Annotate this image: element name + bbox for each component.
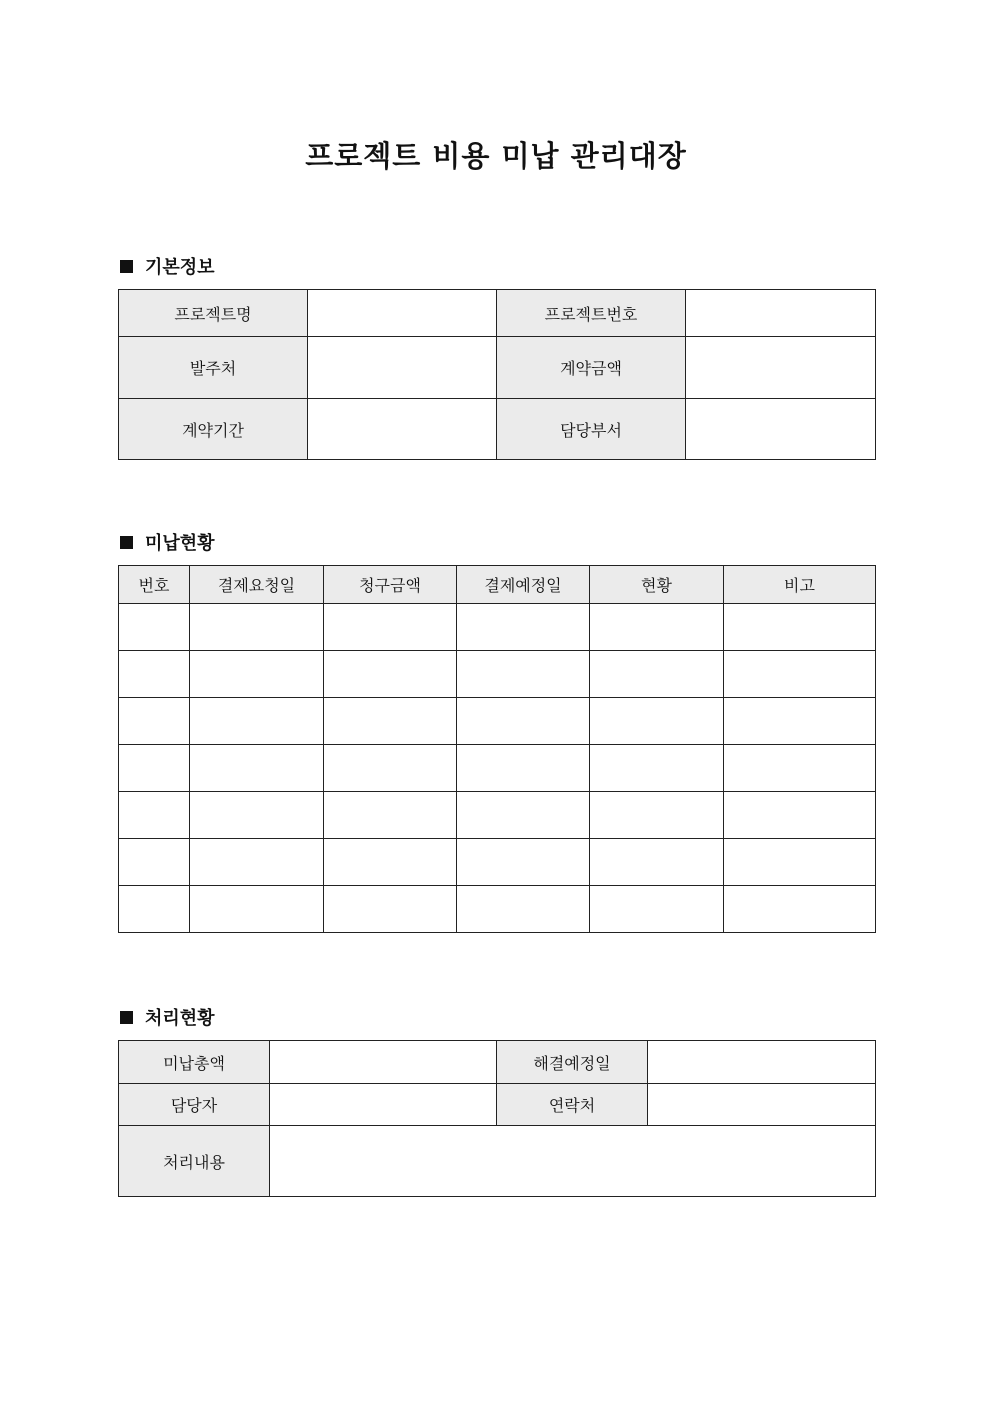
unpaid-status-body <box>119 604 876 933</box>
number-cell[interactable] <box>119 604 190 651</box>
table-row <box>119 651 876 698</box>
expected-payment-date-cell[interactable] <box>457 698 590 745</box>
expected-payment-date-cell[interactable] <box>457 745 590 792</box>
table-row <box>119 290 876 337</box>
payment-request-date-cell[interactable] <box>190 839 324 886</box>
square-bullet-icon <box>120 536 133 549</box>
column-header-number: 번호 <box>119 566 190 604</box>
payment-request-date-cell[interactable] <box>190 886 324 933</box>
square-bullet-icon <box>120 1011 133 1024</box>
total-unpaid-label: 미납총액 <box>119 1041 270 1084</box>
number-cell[interactable] <box>119 745 190 792</box>
contract-period-field[interactable] <box>308 399 497 460</box>
status-cell[interactable] <box>590 651 724 698</box>
project-name-field[interactable] <box>308 290 497 337</box>
expected-payment-date-cell[interactable] <box>457 792 590 839</box>
processing-table <box>118 1040 876 1197</box>
payment-request-date-cell[interactable] <box>190 651 324 698</box>
department-label: 담당부서 <box>497 399 686 460</box>
section-heading-label: 기본정보 <box>145 257 215 278</box>
column-header-status: 현황 <box>590 566 724 604</box>
remarks-cell[interactable] <box>724 698 876 745</box>
table-row <box>119 792 876 839</box>
project-number-label: 프로젝트번호 <box>497 290 686 337</box>
status-cell[interactable] <box>590 698 724 745</box>
number-cell[interactable] <box>119 792 190 839</box>
resolution-date-field[interactable] <box>648 1041 876 1084</box>
manager-label: 담당자 <box>119 1084 270 1126</box>
details-label: 처리내용 <box>119 1126 270 1197</box>
basic-info-table <box>118 289 876 460</box>
remarks-cell[interactable] <box>724 604 876 651</box>
document-title: 프로젝트 비용 미납 관리대장 <box>305 139 687 173</box>
section-heading-label: 처리현황 <box>145 1008 215 1029</box>
billed-amount-cell[interactable] <box>324 651 457 698</box>
payment-request-date-cell[interactable] <box>190 698 324 745</box>
table-header-row <box>119 566 876 604</box>
table-row <box>119 337 876 399</box>
remarks-cell[interactable] <box>724 745 876 792</box>
status-cell[interactable] <box>590 792 724 839</box>
contract-amount-label: 계약금액 <box>497 337 686 399</box>
number-cell[interactable] <box>119 651 190 698</box>
square-bullet-icon <box>120 260 133 273</box>
remarks-cell[interactable] <box>724 839 876 886</box>
payment-request-date-cell[interactable] <box>190 792 324 839</box>
table-row <box>119 1126 876 1197</box>
status-cell[interactable] <box>590 839 724 886</box>
billed-amount-cell[interactable] <box>324 698 457 745</box>
project-number-field[interactable] <box>686 290 876 337</box>
resolution-date-label: 해결예정일 <box>497 1041 648 1084</box>
unpaid-status-table <box>118 565 876 933</box>
section-heading-label: 미납현황 <box>145 533 215 554</box>
expected-payment-date-cell[interactable] <box>457 886 590 933</box>
section-heading-processing <box>120 1004 215 1030</box>
table-row <box>119 745 876 792</box>
contact-label: 연락처 <box>497 1084 648 1126</box>
table-row <box>119 839 876 886</box>
table-row <box>119 604 876 651</box>
project-name-label: 프로젝트명 <box>119 290 308 337</box>
client-label: 발주처 <box>119 337 308 399</box>
contract-amount-field[interactable] <box>686 337 876 399</box>
details-field[interactable] <box>270 1126 876 1197</box>
section-heading-basic-info <box>120 253 215 279</box>
billed-amount-cell[interactable] <box>324 745 457 792</box>
remarks-cell[interactable] <box>724 651 876 698</box>
payment-request-date-cell[interactable] <box>190 745 324 792</box>
column-header-billed-amount: 청구금액 <box>324 566 457 604</box>
expected-payment-date-cell[interactable] <box>457 651 590 698</box>
column-header-expected-payment-date: 결제예정일 <box>457 566 590 604</box>
department-field[interactable] <box>686 399 876 460</box>
column-header-remarks: 비고 <box>724 566 876 604</box>
table-row <box>119 886 876 933</box>
billed-amount-cell[interactable] <box>324 792 457 839</box>
table-row <box>119 1041 876 1084</box>
table-row <box>119 698 876 745</box>
client-field[interactable] <box>308 337 497 399</box>
table-row <box>119 1084 876 1126</box>
billed-amount-cell[interactable] <box>324 839 457 886</box>
expected-payment-date-cell[interactable] <box>457 839 590 886</box>
section-heading-unpaid-status <box>120 529 215 555</box>
manager-field[interactable] <box>270 1084 497 1126</box>
number-cell[interactable] <box>119 886 190 933</box>
status-cell[interactable] <box>590 886 724 933</box>
contract-period-label: 계약기간 <box>119 399 308 460</box>
remarks-cell[interactable] <box>724 886 876 933</box>
contact-field[interactable] <box>648 1084 876 1126</box>
column-header-payment-request-date: 결제요청일 <box>190 566 324 604</box>
number-cell[interactable] <box>119 839 190 886</box>
status-cell[interactable] <box>590 604 724 651</box>
number-cell[interactable] <box>119 698 190 745</box>
remarks-cell[interactable] <box>724 792 876 839</box>
total-unpaid-field[interactable] <box>270 1041 497 1084</box>
status-cell[interactable] <box>590 745 724 792</box>
payment-request-date-cell[interactable] <box>190 604 324 651</box>
table-row <box>119 399 876 460</box>
billed-amount-cell[interactable] <box>324 886 457 933</box>
expected-payment-date-cell[interactable] <box>457 604 590 651</box>
billed-amount-cell[interactable] <box>324 604 457 651</box>
